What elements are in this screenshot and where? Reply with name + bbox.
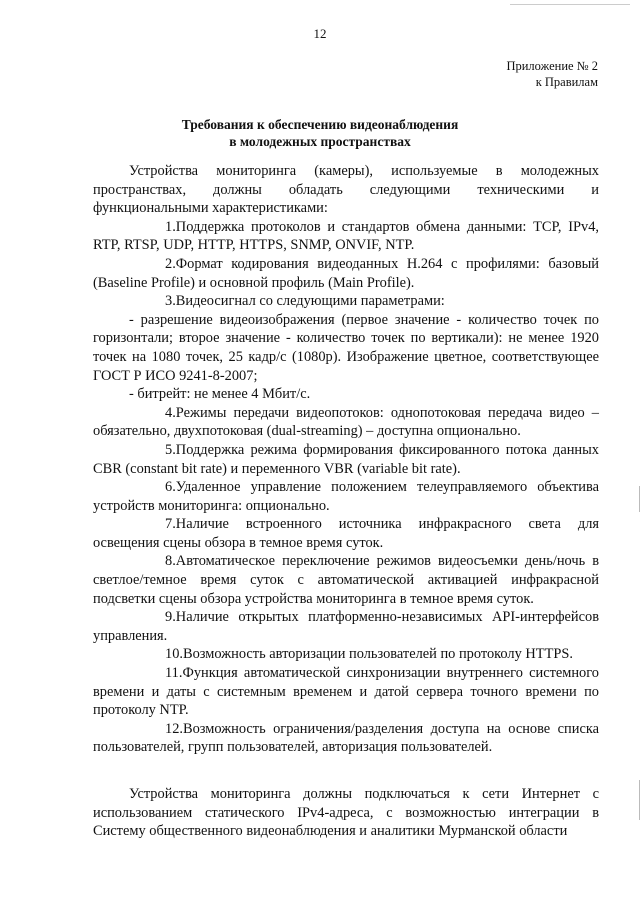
item-number: 2. bbox=[165, 255, 176, 272]
list-item bbox=[93, 478, 599, 515]
item-number: 8. bbox=[165, 553, 176, 570]
page-number: 12 bbox=[313, 26, 327, 41]
item-text: Поддержка режима формирования фиксированного потока данных CBR (constant bit rate) и переменного VBR (variable bit rate). bbox=[93, 441, 599, 477]
item-text: Возможность ограничения/разделения доступа на основе списка пользователей, групп пользователей, авторизация пользователей. bbox=[93, 720, 599, 756]
item-text: Наличие открытых платформенно-независимых API-интерфейсов управления. bbox=[93, 609, 599, 644]
list-item bbox=[93, 608, 599, 645]
item-text: Поддержка протоколов и стандартов обмена данными: TCP, IPv4, RTP, RTSP, UDP, HTTP, HTTPS, SNMP, ONVIF, NTP. bbox=[93, 218, 599, 254]
list-item bbox=[93, 552, 599, 608]
item-text: Наличие встроенного источника инфракрасного света для освещения сцены обзора в темное время суток. bbox=[93, 516, 599, 551]
list-item bbox=[93, 404, 599, 441]
list-subitem bbox=[93, 311, 599, 385]
list-item bbox=[93, 645, 599, 664]
title-line-1: Требования к обеспечению видеонаблюдения bbox=[181, 117, 459, 132]
item-number: 11. bbox=[165, 665, 183, 682]
item-number: 5. bbox=[165, 441, 176, 458]
list-item bbox=[93, 441, 599, 478]
appendix-line-2: к Правилам bbox=[535, 75, 598, 89]
item-text: Удаленное управление положением телеуправляемого объектива устройств мониторинга: опционально. bbox=[93, 479, 599, 514]
document-title bbox=[60, 116, 580, 150]
item-number: 7. bbox=[165, 516, 176, 533]
list-item bbox=[93, 218, 599, 255]
list-subitem bbox=[93, 385, 599, 404]
appendix-reference bbox=[506, 58, 598, 90]
item-text: Автоматическое переключение режимов видеосъемки день/ночь в светлое/темное время суток с автоматической активацией инфракрасной подсветки сцены обзора устройства мониторинга в темное время суток. bbox=[93, 553, 599, 607]
item-text: - разрешение видеоизображения (первое значение - количество точек по горизонтали; второе значение - количество точек по вертикали): не менее 1920 точек на 1080 точек, 25 кадр/с (1080р). Изображение цветное, соответствующее ГОСТ Р ИСО 9241-8-2007; bbox=[93, 311, 599, 384]
item-number: 4. bbox=[165, 404, 176, 421]
list-item bbox=[93, 515, 599, 552]
list-item bbox=[93, 664, 599, 720]
item-number: 3. bbox=[165, 293, 176, 310]
item-number: 12. bbox=[165, 720, 183, 737]
item-number: 1. bbox=[165, 218, 176, 235]
list-item bbox=[93, 255, 599, 292]
item-number: 6. bbox=[165, 479, 176, 496]
document-body bbox=[93, 162, 599, 841]
item-text: Формат кодирования видеоданных H.264 с профилями: базовый (Baseline Profile) и основной профиль (Main Profile). bbox=[93, 255, 599, 291]
item-text: Возможность авторизации пользователей по протоколу HTTPS. bbox=[183, 646, 573, 663]
item-text: Функция автоматической синхронизации внутреннего системного времени и даты с системным временем и датой сервера точного времени по протоколу NTP. bbox=[93, 665, 599, 719]
list-item bbox=[93, 720, 599, 757]
item-text: Режимы передачи видеопотоков: однопотоковая передача видео – обязательно, двухпотоковая (dual-streaming) – доступна опционально. bbox=[93, 404, 599, 440]
intro-paragraph: Устройства мониторинга (камеры), используемые в молодежных пространствах, должны обладать следующими техническими и функциональными характеристиками: bbox=[93, 163, 599, 217]
item-text: - битрейт: не менее 4 Мбит/с. bbox=[129, 386, 311, 403]
closing-paragraph: Устройства мониторинга должны подключаться к сети Интернет с использованием статического IPv4-адреса, с возможностью интеграции в Систему общественного видеонаблюдения и аналитики Мурманской области bbox=[93, 786, 599, 840]
title-line-2: в молодежных пространствах bbox=[229, 134, 411, 149]
item-number: 9. bbox=[165, 609, 176, 626]
item-number: 10. bbox=[165, 646, 183, 663]
paragraph-gap bbox=[93, 757, 599, 785]
scan-edge-line bbox=[510, 4, 630, 5]
appendix-line-1: Приложение № 2 bbox=[506, 59, 598, 73]
list-item bbox=[93, 292, 599, 311]
item-text: Видеосигнал со следующими параметрами: bbox=[175, 293, 445, 310]
